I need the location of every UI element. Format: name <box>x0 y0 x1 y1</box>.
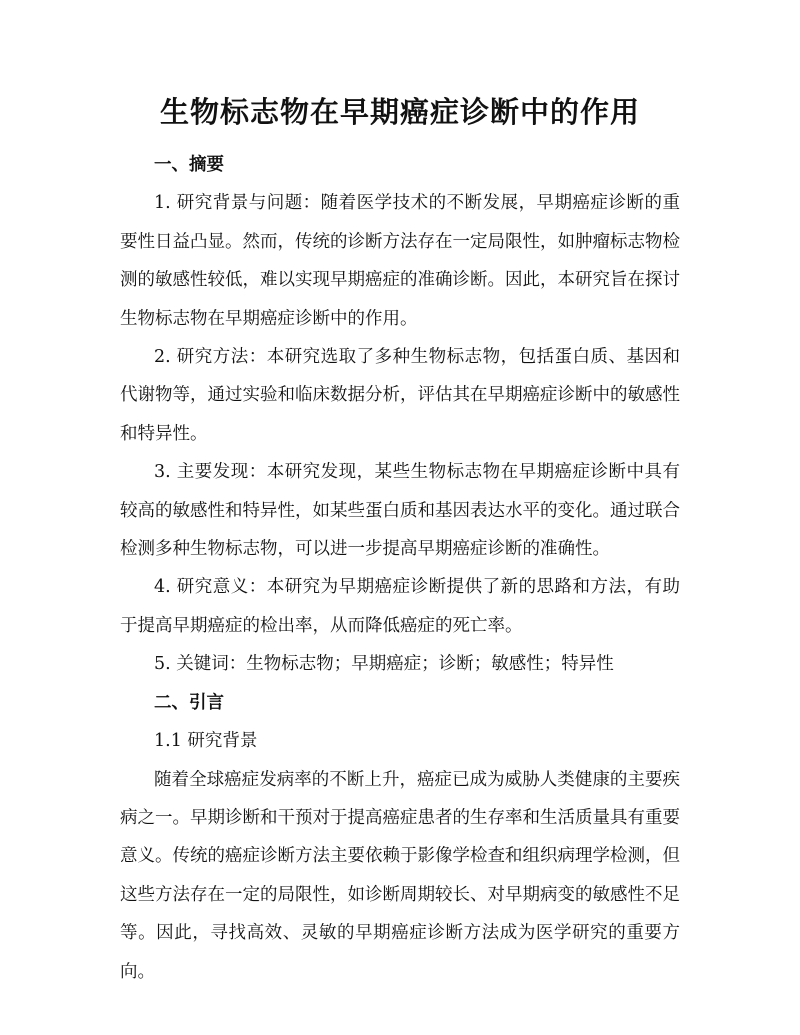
section-heading-abstract: 一、摘要 <box>154 155 224 175</box>
introduction-paragraph: 随着全球癌症发病率的不断上升，癌症已成为威胁人类健康的主要疾病之一。早期诊断和干预对于提高癌症患者的生存率和生活质量具有重要意义。传统的癌症诊断方法主要依赖于影像学检查和组织病理学检测，但这些方法存在一定的局限性，如诊断周期较长、对早期病变的敏感性不足等。因此，寻找高效、灵敏的早期癌症诊断方法成为医学研究的重要方向。 <box>120 769 680 982</box>
document-body <box>120 146 680 991</box>
subsection-heading-background: 1.1 研究背景 <box>154 731 258 752</box>
abstract-item-methods: 2. 研究方法：本研究选取了多种生物标志物，包括蛋白质、基因和代谢物等，通过实验和临床数据分析，评估其在早期癌症诊断中的敏感性和特异性。 <box>120 347 680 444</box>
document-title: 生物标志物在早期癌症诊断中的作用 <box>159 95 640 129</box>
abstract-item-background: 1. 研究背景与问题：随着医学技术的不断发展，早期癌症诊断的重要性日益凸显。然而，传统的诊断方法存在一定局限性，如肿瘤标志物检测的敏感性较低，难以实现早期癌症的准确诊断。因此，本研究旨在探讨生物标志物在早期癌症诊断中的作用。 <box>120 193 680 329</box>
abstract-item-significance: 4. 研究意义：本研究为早期癌症诊断提供了新的思路和方法，有助于提高早期癌症的检出率，从而降低癌症的死亡率。 <box>120 577 680 636</box>
abstract-item-findings: 3. 主要发现：本研究发现，某些生物标志物在早期癌症诊断中具有较高的敏感性和特异性，如某些蛋白质和基因表达水平的变化。通过联合检测多种生物标志物，可以进一步提高早期癌症诊断的准确性。 <box>120 462 680 560</box>
abstract-item-keywords: 5. 关键词：生物标志物；早期癌症；诊断；敏感性；特异性 <box>154 654 614 675</box>
section-heading-introduction: 二、引言 <box>154 692 224 713</box>
